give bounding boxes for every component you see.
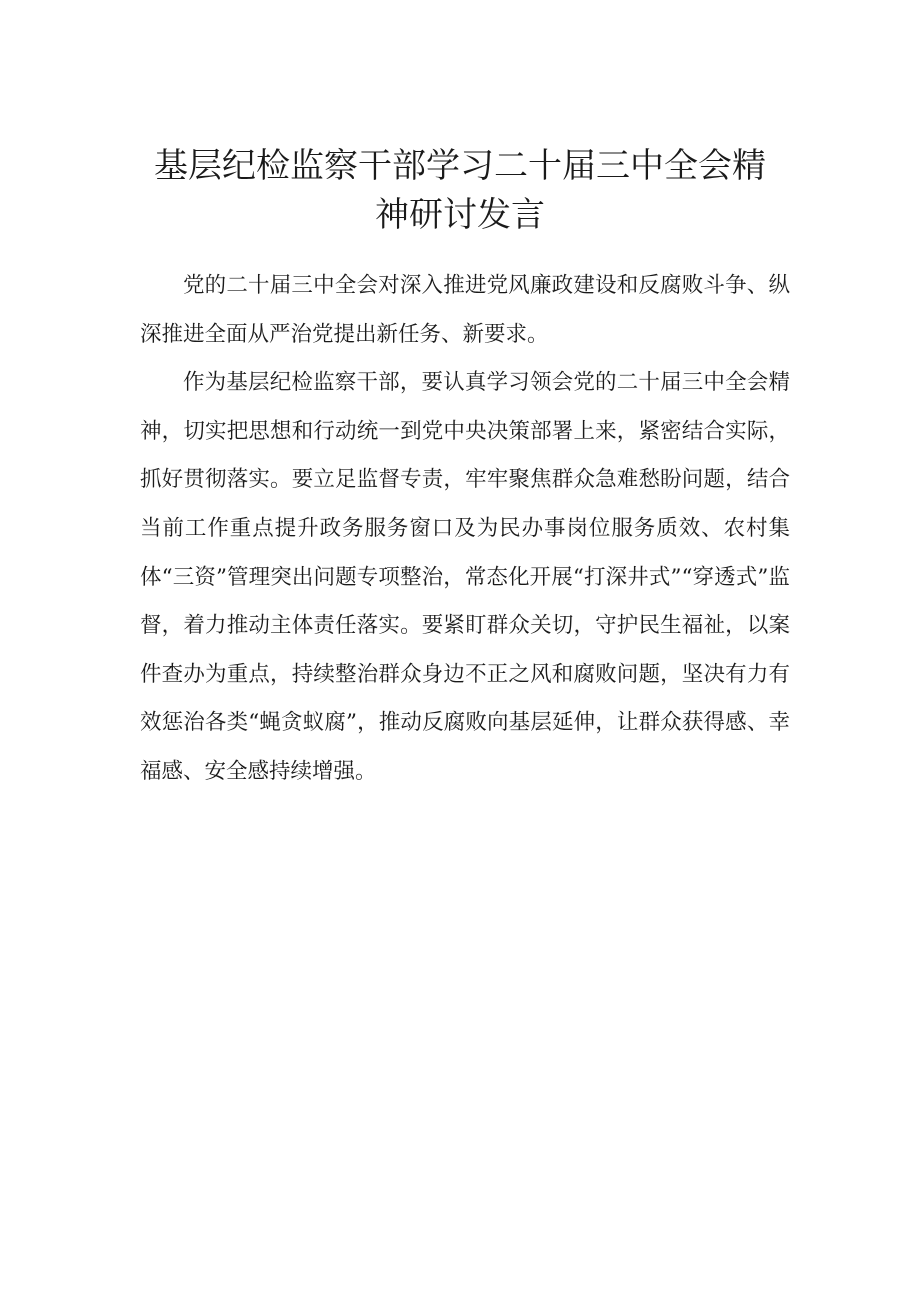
title-line-1: 基层纪检监察干部学习二十届三中全会精 xyxy=(154,146,766,186)
paragraph-2: 作为基层纪检监察干部，要认真学习领会党的二十届三中全会精神，切实把思想和行动统一到党中央决策部署上来，紧密结合实际，抓好贯彻落实。要立足监督专责，牢牢聚焦群众急难愁盼问题，结合当前工作重点提升政务服务窗口及为民办事岗位服务质效、农村集体“三资”管理突出问题专项整治，常态化开展“打深井式”“穿透式”监督，着力推动主体责任落实。要紧盯群众关切，守护民生福祉，以案件查办为重点，持续整治群众身边不正之风和腐败问题，坚决有力有效惩治各类“蝇贪蚁腐”，推动反腐败向基层延伸，让群众获得感、幸福感、安全感持续增强。 xyxy=(140,370,790,784)
paragraph-1: 党的二十届三中全会对深入推进党风廉政建设和反腐败斗争、纵深推进全面从严治党提出新任务、新要求。 xyxy=(140,273,790,347)
document-title xyxy=(140,142,780,240)
document-body xyxy=(140,262,790,797)
title-line-2: 神研讨发言 xyxy=(375,195,545,235)
